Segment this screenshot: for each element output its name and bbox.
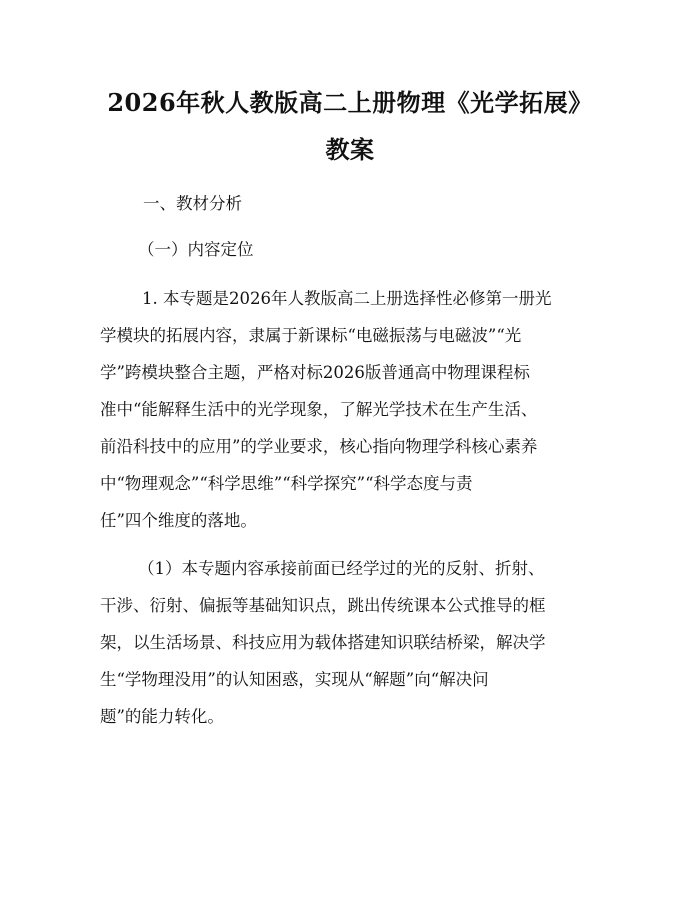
- section-heading: 一、教材分析: [143, 194, 242, 213]
- paragraph-line: 准中“能解释生活中的光学现象，了解光学技术在生产生活、: [100, 400, 538, 419]
- paragraph-line: 任”四个维度的落地。: [100, 511, 257, 530]
- paragraph-line: 学模块的拓展内容，隶属于新课标“电磁振荡与电磁波”“光: [100, 326, 522, 345]
- paragraph-line: 前沿科技中的应用”的学业要求，核心指向物理学科核心素养: [100, 437, 538, 456]
- document-title-line-2: 教案: [325, 135, 375, 164]
- paragraph-line: 1. 本专题是2026年人教版高二上册选择性必修第一册光: [142, 289, 552, 308]
- document-title-line-1: 2026年秋人教版高二上册物理《光学拓展》: [107, 88, 593, 117]
- paragraph-line: 题”的能力转化。: [100, 707, 224, 726]
- paragraph-line: 学”跨模块整合主题，严格对标2026版普通高中物理课程标: [100, 363, 530, 382]
- paragraph-line: 中“物理观念”“科学思维”“科学探究”“科学态度与责: [100, 474, 473, 493]
- subsection-heading: （一）内容定位: [138, 240, 254, 259]
- paragraph-line: 架，以生活场景、科技应用为载体搭建知识联结桥梁，解决学: [100, 633, 546, 652]
- paragraph-line: 生“学物理没用”的认知困惑，实现从“解题”向“解决问: [100, 670, 489, 689]
- paragraph-line: （1）本专题内容承接前面已经学过的光的反射、折射、: [138, 559, 545, 578]
- paragraph-line: 干涉、衍射、偏振等基础知识点，跳出传统课本公式推导的框: [100, 596, 546, 615]
